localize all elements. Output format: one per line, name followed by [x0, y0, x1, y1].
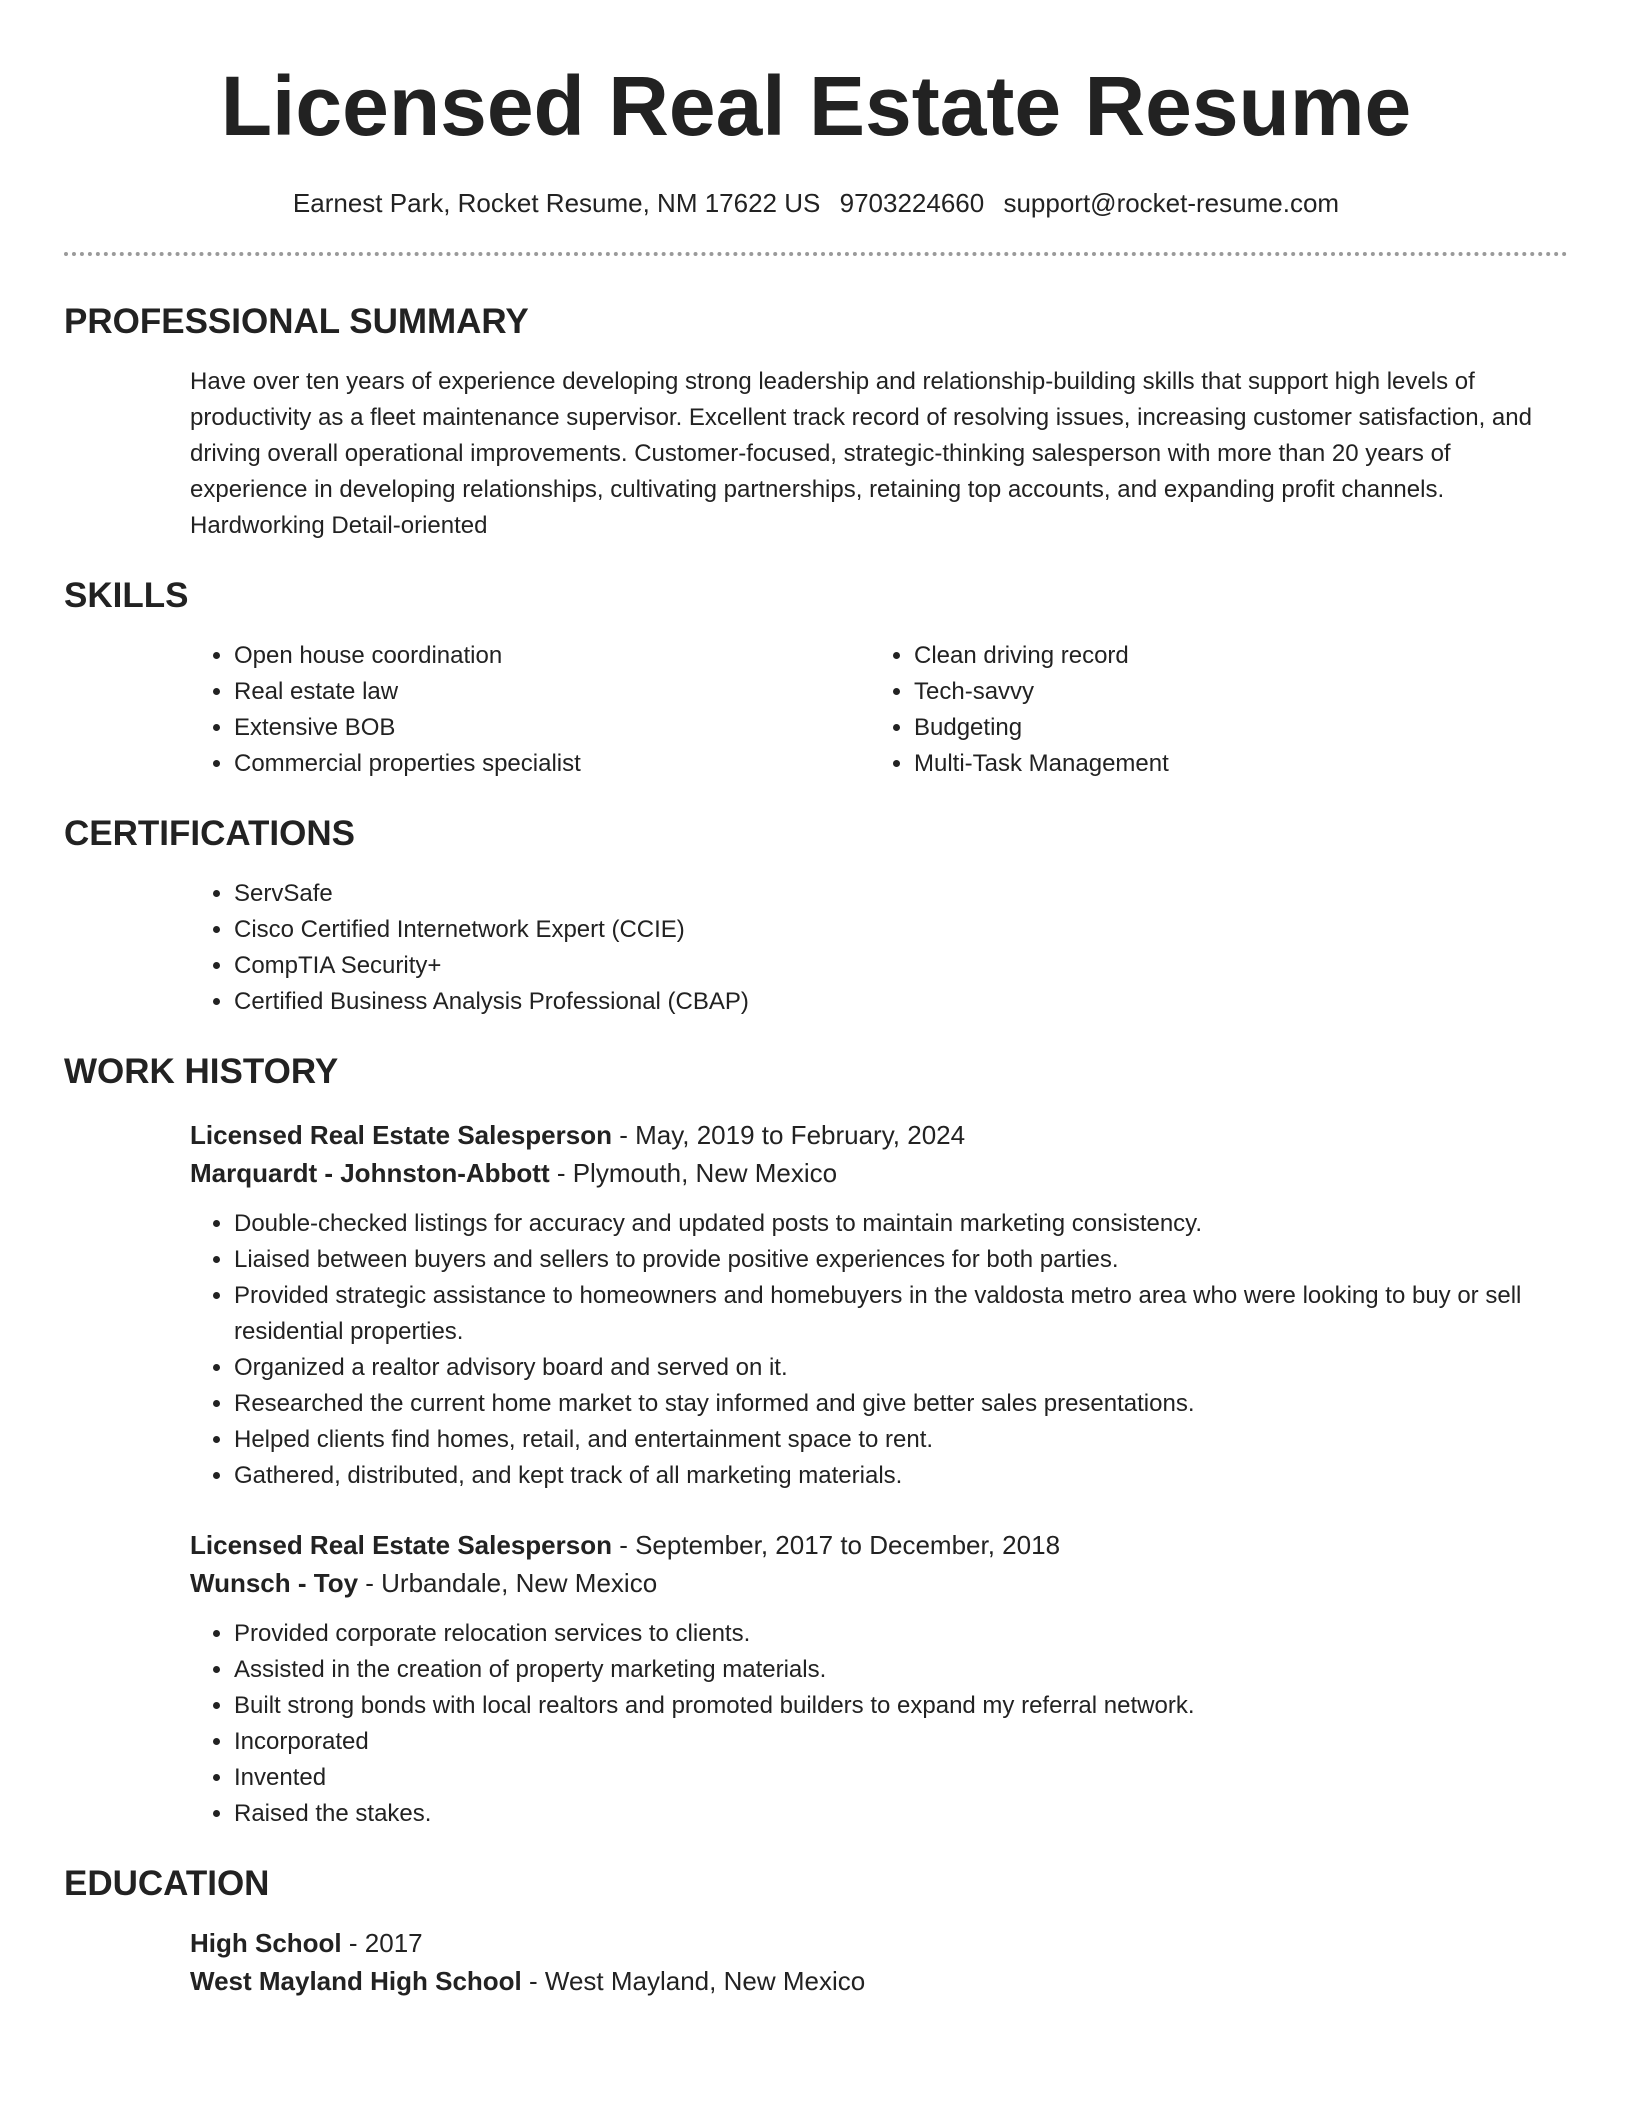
education-entry — [190, 1924, 1568, 2000]
work-history-heading: WORK HISTORY — [64, 1052, 339, 1091]
skills-list-right — [870, 638, 1550, 782]
job-bullet: • Built strong bonds with local realtors and promoted builders to expand my referral network. — [234, 1688, 1568, 1724]
education-year: - 2017 — [341, 1928, 423, 1958]
certification-item: • ServSafe — [234, 876, 1568, 912]
job-title-line — [190, 1116, 1568, 1154]
certifications-heading: CERTIFICATIONS — [64, 814, 356, 853]
job-bullet: • Provided corporate relocation services to clients. — [234, 1616, 1568, 1652]
job-bullet: • Incorporated — [234, 1724, 1568, 1760]
certifications-section — [64, 812, 1568, 1020]
resume-title: Licensed Real Estate Resume — [220, 59, 1412, 153]
certification-item: • Cisco Certified Internetwork Expert (CCIE) — [234, 912, 1568, 948]
certification-item: • CompTIA Security+ — [234, 948, 1568, 984]
skill-item: • Open house coordination — [234, 638, 870, 674]
skills-section — [64, 574, 1568, 782]
summary-text: Have over ten years of experience developing strong leadership and relationship-building skills that support high levels of productivity as a fleet maintenance supervisor. Excellent track record of resolving issues, increasing customer satisfaction, and driving overall operational improvements. Customer-focused, strategic-thinking salesperson with more than 20 years of experience in developing relationships, cultivating partnerships, retaining top accounts, and expanding profit channels. Hardworking Detail-oriented — [190, 368, 1532, 539]
summary-heading: PROFESSIONAL SUMMARY — [64, 302, 529, 341]
certification-item: • Certified Business Analysis Professional (CBAP) — [234, 984, 1568, 1020]
summary-section — [64, 300, 1568, 544]
job-bullet: • Raised the stakes. — [234, 1796, 1568, 1832]
job-company: Marquardt - Johnston-Abbott — [190, 1158, 550, 1188]
job-bullet: • Organized a realtor advisory board and served on it. — [234, 1350, 1568, 1386]
job-location: - Plymouth, New Mexico — [549, 1158, 838, 1188]
skill-item: • Commercial properties specialist — [234, 746, 870, 782]
skills-grid — [190, 638, 1568, 782]
education-heading: EDUCATION — [64, 1864, 270, 1903]
skill-item: • Budgeting — [914, 710, 1550, 746]
education-school-line — [190, 1962, 1568, 2000]
job-bullet: • Helped clients find homes, retail, and entertainment space to rent. — [234, 1422, 1568, 1458]
job-dates: - September, 2017 to December, 2018 — [611, 1530, 1061, 1560]
job-title: Licensed Real Estate Salesperson — [190, 1120, 612, 1150]
contact-email: support@rocket-resume.com — [1003, 188, 1340, 218]
job-company-line — [190, 1154, 1568, 1192]
job-company: Wunsch - Toy — [190, 1568, 359, 1598]
contact-address: Earnest Park, Rocket Resume, NM 17622 US — [292, 188, 821, 218]
job-location: - Urbandale, New Mexico — [358, 1568, 658, 1598]
resume-page — [64, 0, 1568, 2000]
education-section — [64, 1862, 1568, 2000]
job-company-line — [190, 1564, 1568, 1602]
job-dates: - May, 2019 to February, 2024 — [611, 1120, 966, 1150]
contact-line — [64, 186, 1568, 220]
education-degree: High School — [190, 1928, 342, 1958]
job-bullet: • Assisted in the creation of property marketing materials. — [234, 1652, 1568, 1688]
certifications-list-wrap — [190, 876, 1568, 1020]
skill-item: • Extensive BOB — [234, 710, 870, 746]
job-bullets — [190, 1206, 1568, 1494]
header-divider — [64, 252, 1568, 256]
skills-heading: SKILLS — [64, 576, 189, 615]
job-title: Licensed Real Estate Salesperson — [190, 1530, 612, 1560]
job-bullet: • Gathered, distributed, and kept track of all marketing materials. — [234, 1458, 1568, 1494]
skill-item: • Tech-savvy — [914, 674, 1550, 710]
job-bullet: • Researched the current home market to stay informed and give better sales presentations. — [234, 1386, 1568, 1422]
skill-item: • Clean driving record — [914, 638, 1550, 674]
certifications-list — [190, 876, 1568, 1020]
job-bullet: • Invented — [234, 1760, 1568, 1796]
education-degree-line — [190, 1924, 1568, 1962]
contact-phone: 9703224660 — [839, 188, 985, 218]
skills-list-left — [190, 638, 870, 782]
job-bullet: • Liaised between buyers and sellers to provide positive experiences for both parties. — [234, 1242, 1568, 1278]
work-history-section — [64, 1050, 1568, 1832]
education-school: West Mayland High School — [190, 1966, 522, 1996]
job-bullets — [190, 1616, 1568, 1832]
jobs-wrap — [190, 1116, 1568, 1832]
job-entry — [190, 1116, 1568, 1494]
job-bullet: • Provided strategic assistance to homeowners and homebuyers in the valdosta metro area who were looking to buy or sell residential properties. — [234, 1278, 1568, 1350]
job-title-line — [190, 1526, 1568, 1564]
job-bullet: • Double-checked listings for accuracy and updated posts to maintain marketing consistency. — [234, 1206, 1568, 1242]
education-location: - West Mayland, New Mexico — [521, 1966, 866, 1996]
job-entry — [190, 1526, 1568, 1832]
skill-item: • Real estate law — [234, 674, 870, 710]
skill-item: • Multi-Task Management — [914, 746, 1550, 782]
